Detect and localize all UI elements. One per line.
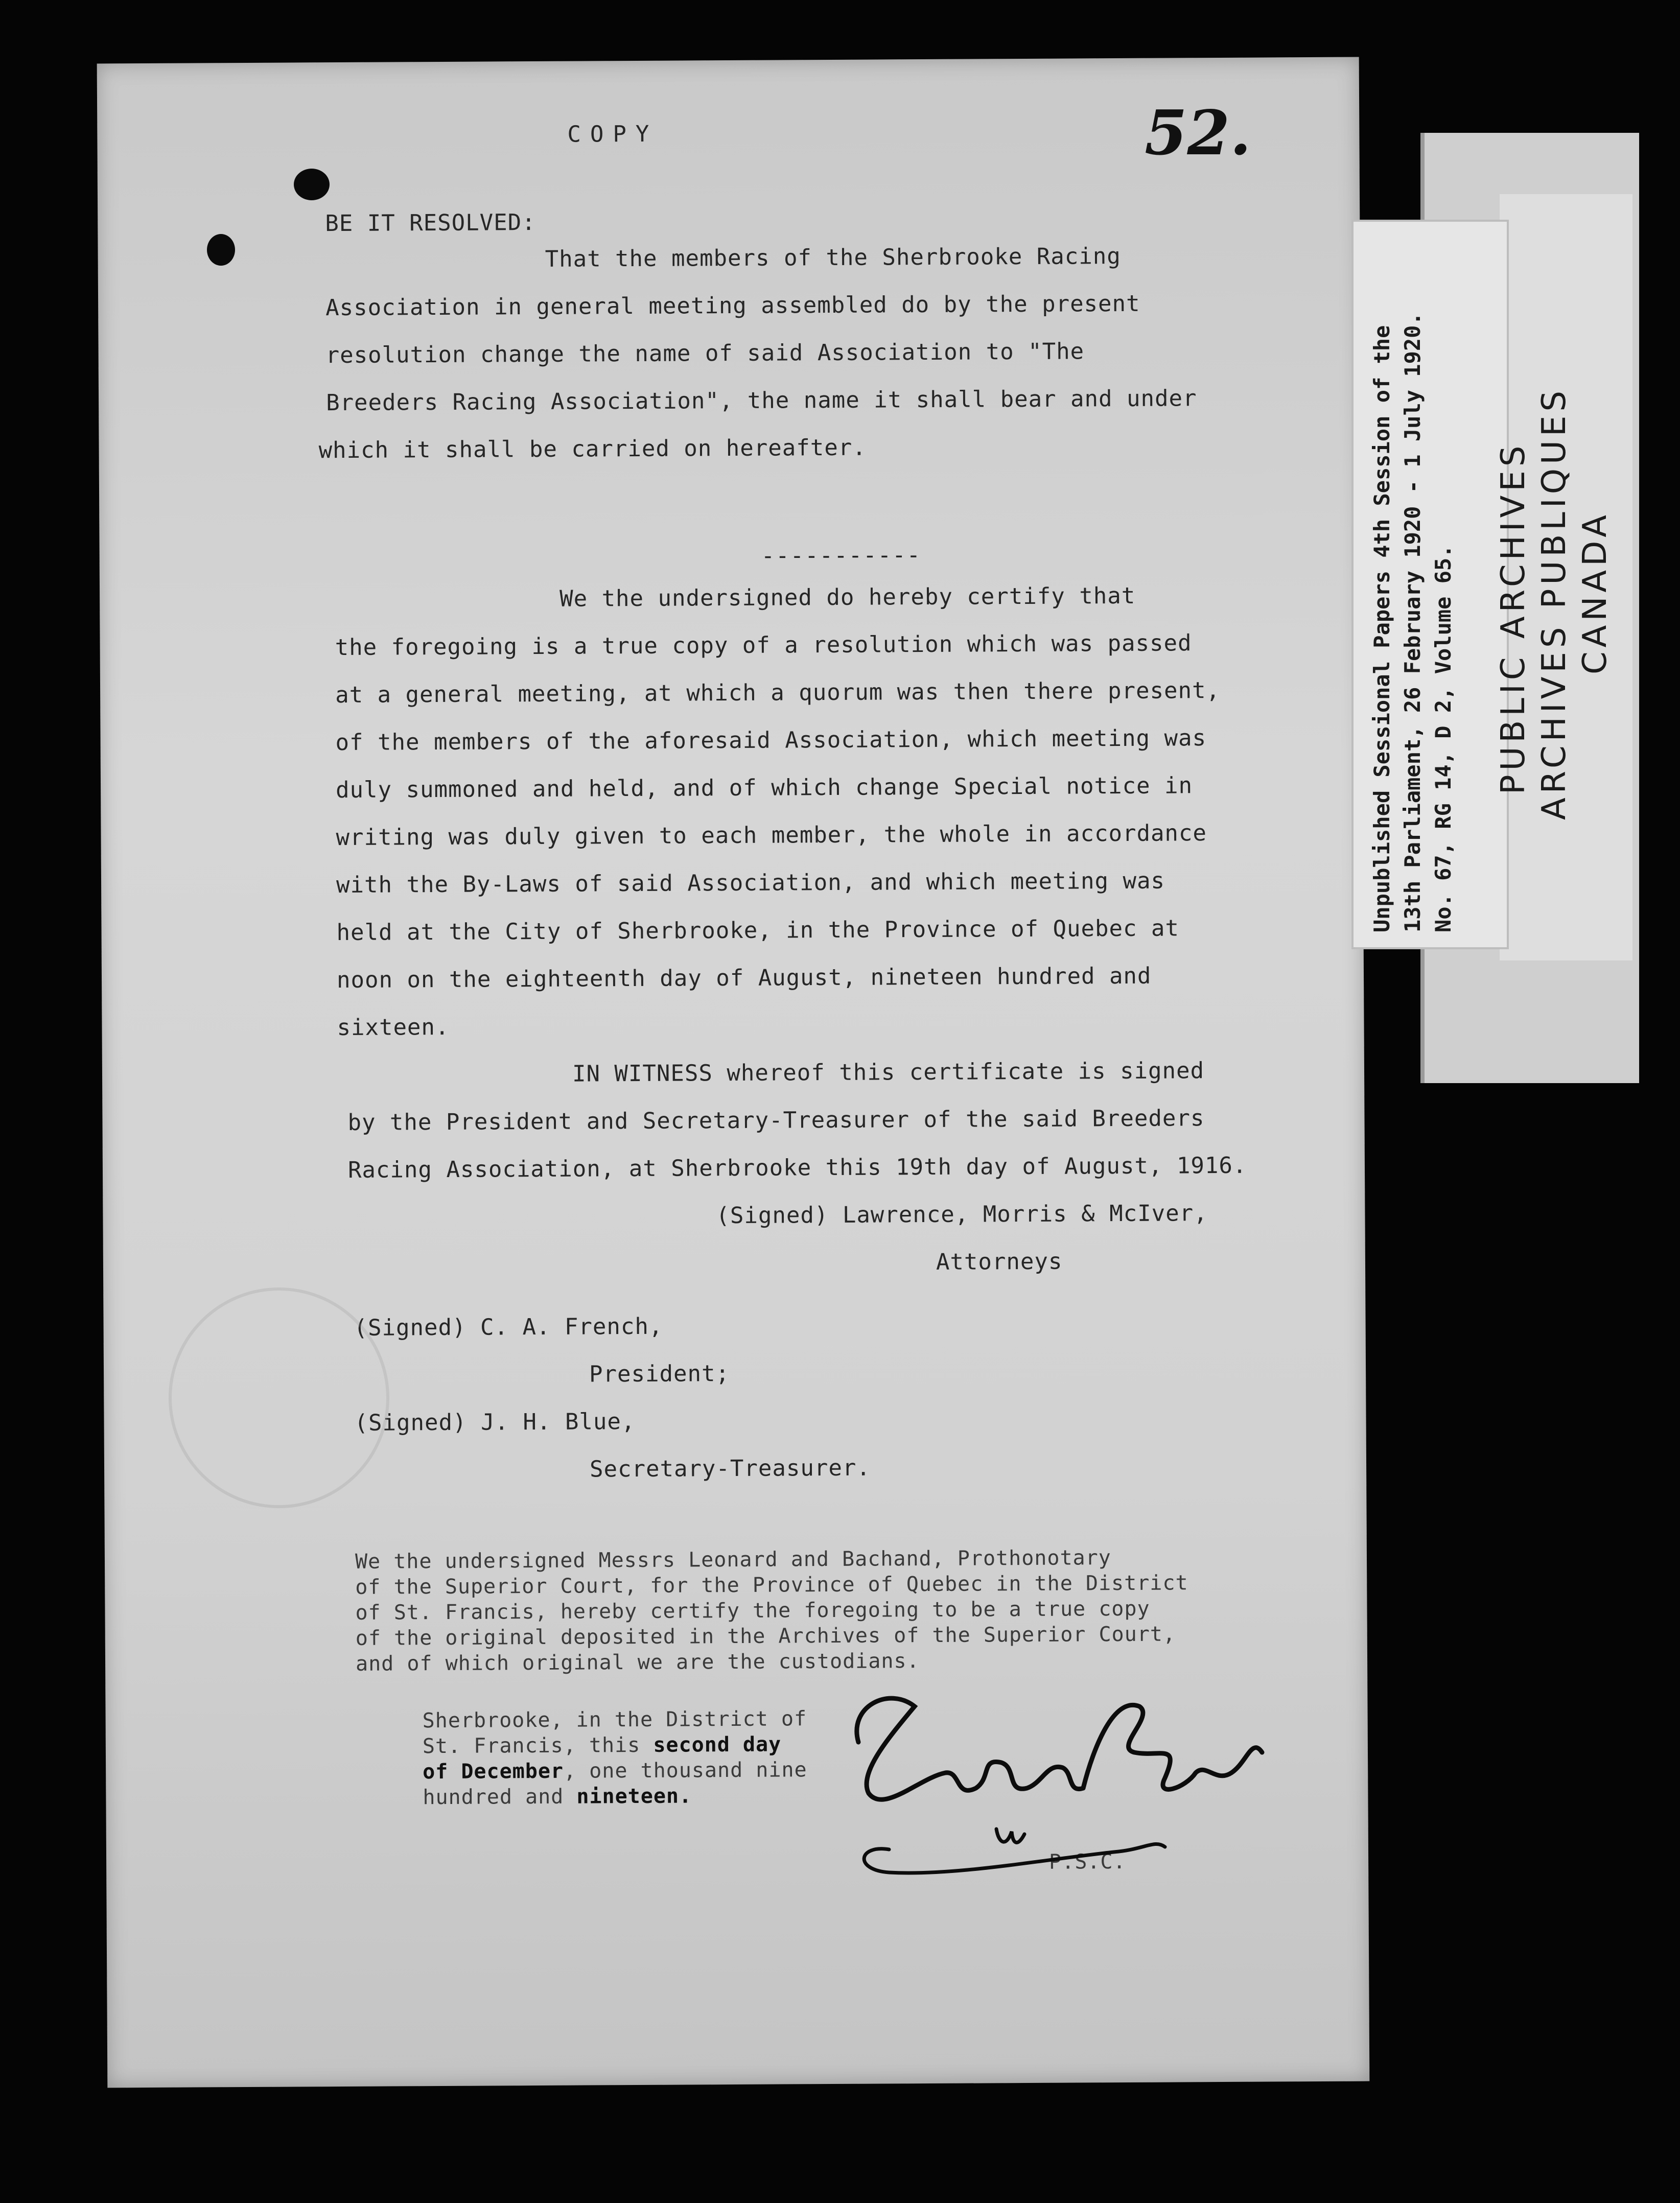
place-date-text: St. Francis, this — [422, 1733, 654, 1759]
certification-line: held at the City of Sherbrooke, in the Province of Quebec at — [336, 915, 1180, 946]
archives-stamp-line: CANADA — [1576, 510, 1614, 674]
certification-line: We the undersigned do hereby certify that — [559, 582, 1136, 612]
copy-heading: COPY — [567, 121, 659, 148]
certification-line: with the By-Laws of said Association, and which meeting was — [336, 868, 1165, 899]
resolution-title: BE IT RESOLVED: — [325, 209, 536, 237]
president-signed: (Signed) C. A. French, — [354, 1313, 663, 1341]
place-date-text: hundred and — [423, 1785, 577, 1810]
separator: ----------- — [761, 542, 922, 569]
place-date-filled: nineteen. — [576, 1784, 692, 1809]
citation-line: Unpublished Sessional Papers 4th Session of the — [1369, 325, 1394, 932]
archives-stamp-line: ARCHIVES PUBLIQUES — [1535, 386, 1573, 820]
place-date-text: Sherbrooke, in the District of — [422, 1707, 807, 1733]
certification-line: duly summoned and held, and of which change Special notice in — [335, 772, 1193, 804]
prothonotary-line: of St. Francis, hereby certify the foregoing to be a true copy — [355, 1597, 1150, 1625]
resolution-line: resolution change the name of said Association to "The — [325, 338, 1085, 369]
handwritten-signature — [828, 1676, 1277, 1890]
certification-line: the foregoing is a true copy of a resolution which was passed — [335, 630, 1192, 661]
page-number: 52. — [1145, 97, 1251, 169]
certification-line: noon on the eighteenth day of August, nineteen hundred and — [336, 963, 1152, 994]
secretary-signed: (Signed) J. H. Blue, — [354, 1409, 636, 1436]
faded-seal — [169, 1287, 389, 1508]
certification-line: writing was duly given to each member, the whole in accordance — [336, 820, 1207, 851]
certification-line: at a general meeting, at which a quorum was then there present, — [335, 677, 1221, 709]
place-date-line — [423, 1732, 782, 1760]
resolution-line: which it shall be carried on hereafter. — [318, 434, 867, 464]
witness-line: by the President and Secretary-Treasurer of the said Breeders — [347, 1105, 1205, 1136]
prothonotary-line: We the undersigned Messrs Leonard and Bachand, Prothonotary — [355, 1546, 1111, 1574]
certification-line: sixteen. — [337, 1014, 450, 1041]
attorneys-signed: (Signed) Lawrence, Morris & McIver, — [716, 1200, 1208, 1229]
place-date-filled: second day — [653, 1732, 782, 1757]
certification-line: of the members of the aforesaid Association, which meeting was — [335, 725, 1207, 756]
place-date-line — [423, 1706, 807, 1733]
place-date-line — [423, 1783, 692, 1810]
resolution-line: Breeders Racing Association", the name it shall bear and under — [325, 385, 1197, 416]
signature-title: P.S.C. — [1048, 1849, 1126, 1874]
place-date-filled: of December — [423, 1759, 564, 1784]
place-date-line — [423, 1757, 807, 1785]
archives-stamp-line: PUBLIC ARCHIVES — [1495, 441, 1532, 794]
place-date-text: , one thousand nine — [563, 1758, 807, 1783]
citation-line: 13th Parliament, 26 February 1920 - 1 July 1920. — [1400, 312, 1425, 932]
witness-line: Racing Association, at Sherbrooke this 19th day of August, 1916. — [347, 1152, 1247, 1183]
citation-line: No. 67, RG 14, D 2, Volume 65. — [1431, 545, 1456, 932]
prothonotary-line: of the original deposited in the Archives of the Superior Court, — [355, 1622, 1176, 1650]
president-title: President; — [589, 1361, 730, 1388]
ink-blot — [294, 169, 330, 200]
prothonotary-line: of the Superior Court, for the Province of Quebec in the District — [355, 1571, 1188, 1599]
witness-line: IN WITNESS whereof this certificate is signed — [572, 1058, 1205, 1087]
secretary-title: Secretary-Treasurer. — [589, 1455, 871, 1483]
resolution-line: Association in general meeting assembled do by the present — [325, 290, 1140, 321]
attorneys-title: Attorneys — [936, 1248, 1063, 1275]
resolution-line: That the members of the Sherbrooke Racing — [545, 243, 1121, 272]
prothonotary-line: and of which original we are the custodians. — [355, 1649, 920, 1676]
ink-blot — [207, 234, 235, 266]
